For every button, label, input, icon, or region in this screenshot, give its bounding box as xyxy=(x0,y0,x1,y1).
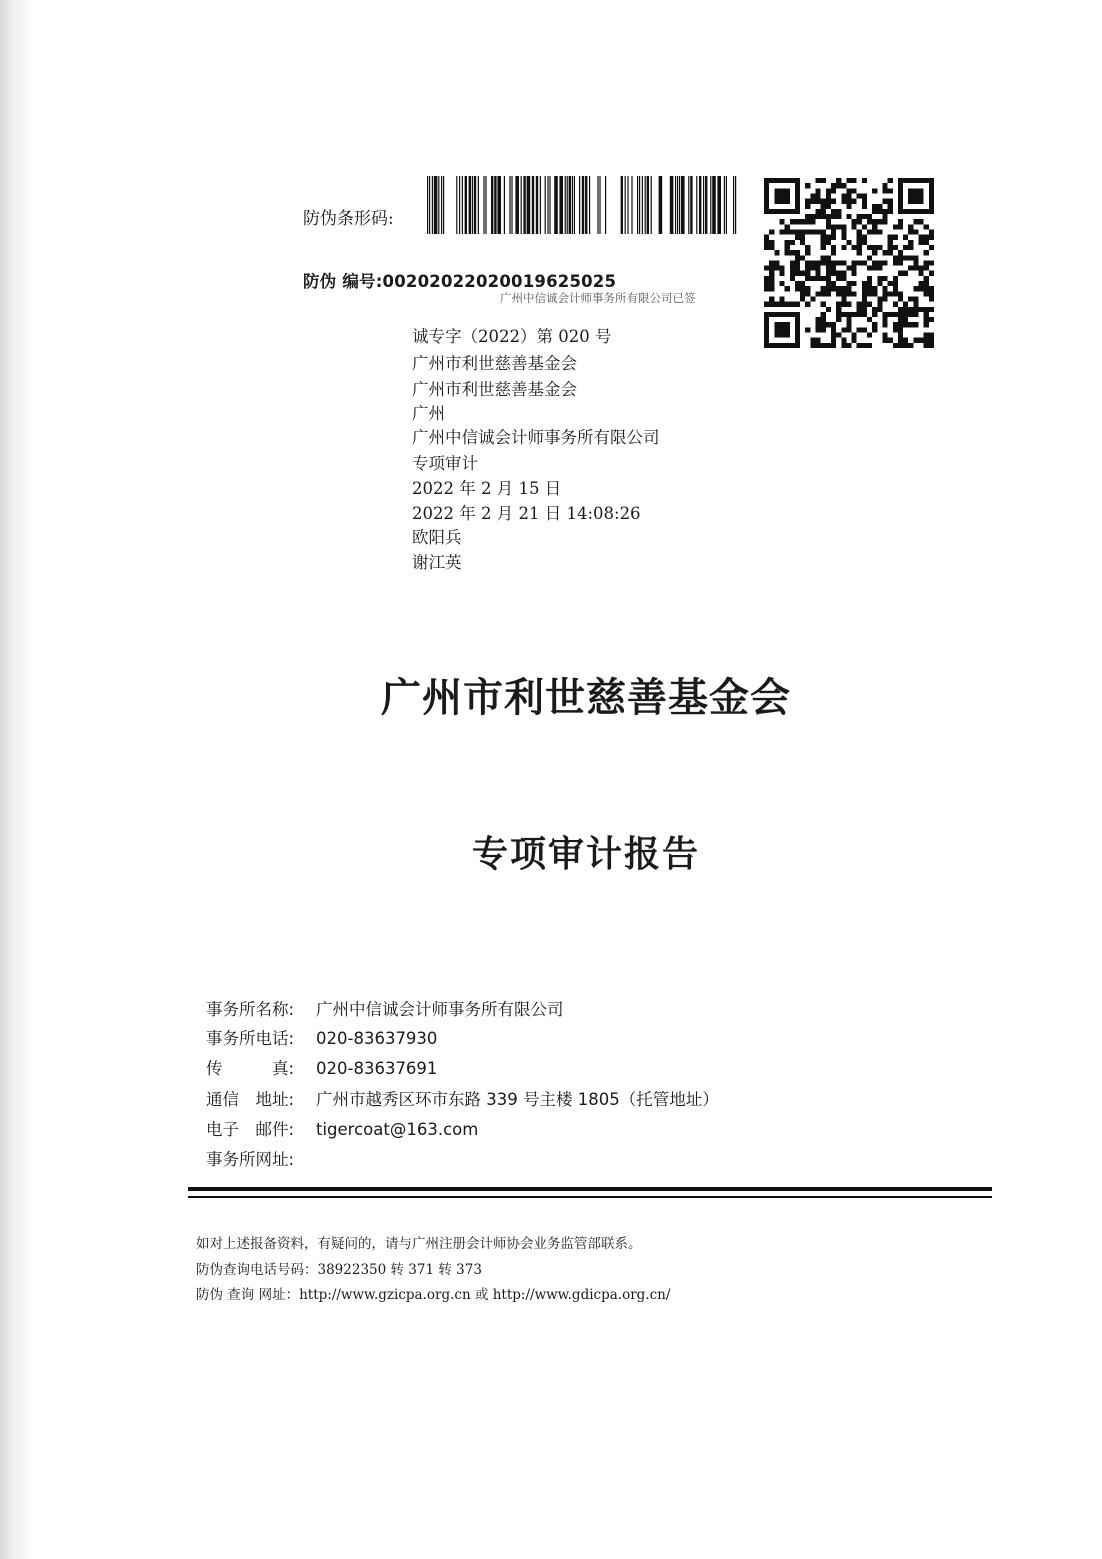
contact-phone xyxy=(206,1025,437,1049)
contact-fax xyxy=(206,1055,437,1079)
anti-counterfeit-barcode xyxy=(427,176,741,234)
contact-value: tigercoat@163.com xyxy=(316,1120,479,1139)
info-value: 2022 年 2 月 21 日 14:08:26 xyxy=(412,504,641,523)
contact-label: 事务所电话: xyxy=(206,1029,295,1048)
info-value: 2022 年 2 月 15 日 xyxy=(412,479,562,498)
contact-value: 广州中信诚会计师事务所有限公司 xyxy=(316,1000,564,1019)
scan-edge-shadow xyxy=(0,0,34,1559)
footer-verify-phone: 防伪查询电话号码：38922350 转 371 转 373 xyxy=(196,1262,482,1278)
info-value: 广州市利世慈善基金会 xyxy=(412,354,577,373)
info-value: 诚专字（2022）第 020 号 xyxy=(412,327,612,346)
contact-website xyxy=(206,1146,316,1170)
signed-stamp: 广州中信诚会计师事务所有限公司已签 xyxy=(500,291,696,305)
contact-label: 事务所名称: xyxy=(206,1000,295,1019)
serial-value: 00202022020019625025 xyxy=(382,272,617,291)
info-value: 广州市利世慈善基金会 xyxy=(412,380,577,399)
anti-counterfeit-serial xyxy=(303,268,616,292)
barcode-label: 防伪条形码: xyxy=(303,209,394,229)
info-value: 欧阳兵 xyxy=(412,528,462,547)
info-value: 谢江英 xyxy=(412,553,462,572)
contact-value: 020-83637930 xyxy=(316,1029,438,1048)
document-subtitle: 专项审计报告 xyxy=(471,834,700,875)
contact-address xyxy=(206,1086,719,1110)
footer-inquiry-note: 如对上述报备资料，有疑问的，请与广州注册会计师协会业务监管部联系。 xyxy=(196,1236,642,1252)
info-value: 专项审计 xyxy=(412,454,478,473)
contact-label: 通信 地址: xyxy=(206,1090,295,1109)
divider-thick xyxy=(188,1187,992,1191)
document-title: 广州市利世慈善基金会 xyxy=(381,675,791,721)
divider-thin xyxy=(188,1196,992,1198)
contact-value: 020-83637691 xyxy=(316,1059,438,1078)
contact-firm-name xyxy=(206,996,564,1020)
info-value: 广州中信诚会计师事务所有限公司 xyxy=(412,428,660,447)
contact-label: 电子 邮件: xyxy=(206,1120,295,1139)
qr-code xyxy=(764,178,934,348)
contact-label: 传 真: xyxy=(206,1059,295,1078)
footer-verify-url: 防伪 查询 网址：http://www.gzicpa.org.cn 或 http://www.gdicpa.org.cn/ xyxy=(196,1287,671,1303)
contact-label: 事务所网址: xyxy=(206,1150,295,1169)
info-value: 广州 xyxy=(412,404,445,423)
contact-email xyxy=(206,1116,478,1140)
serial-label: 防伪 编号: xyxy=(303,272,383,291)
contact-value: 广州市越秀区环市东路 339 号主楼 1805（托管地址） xyxy=(316,1090,719,1109)
